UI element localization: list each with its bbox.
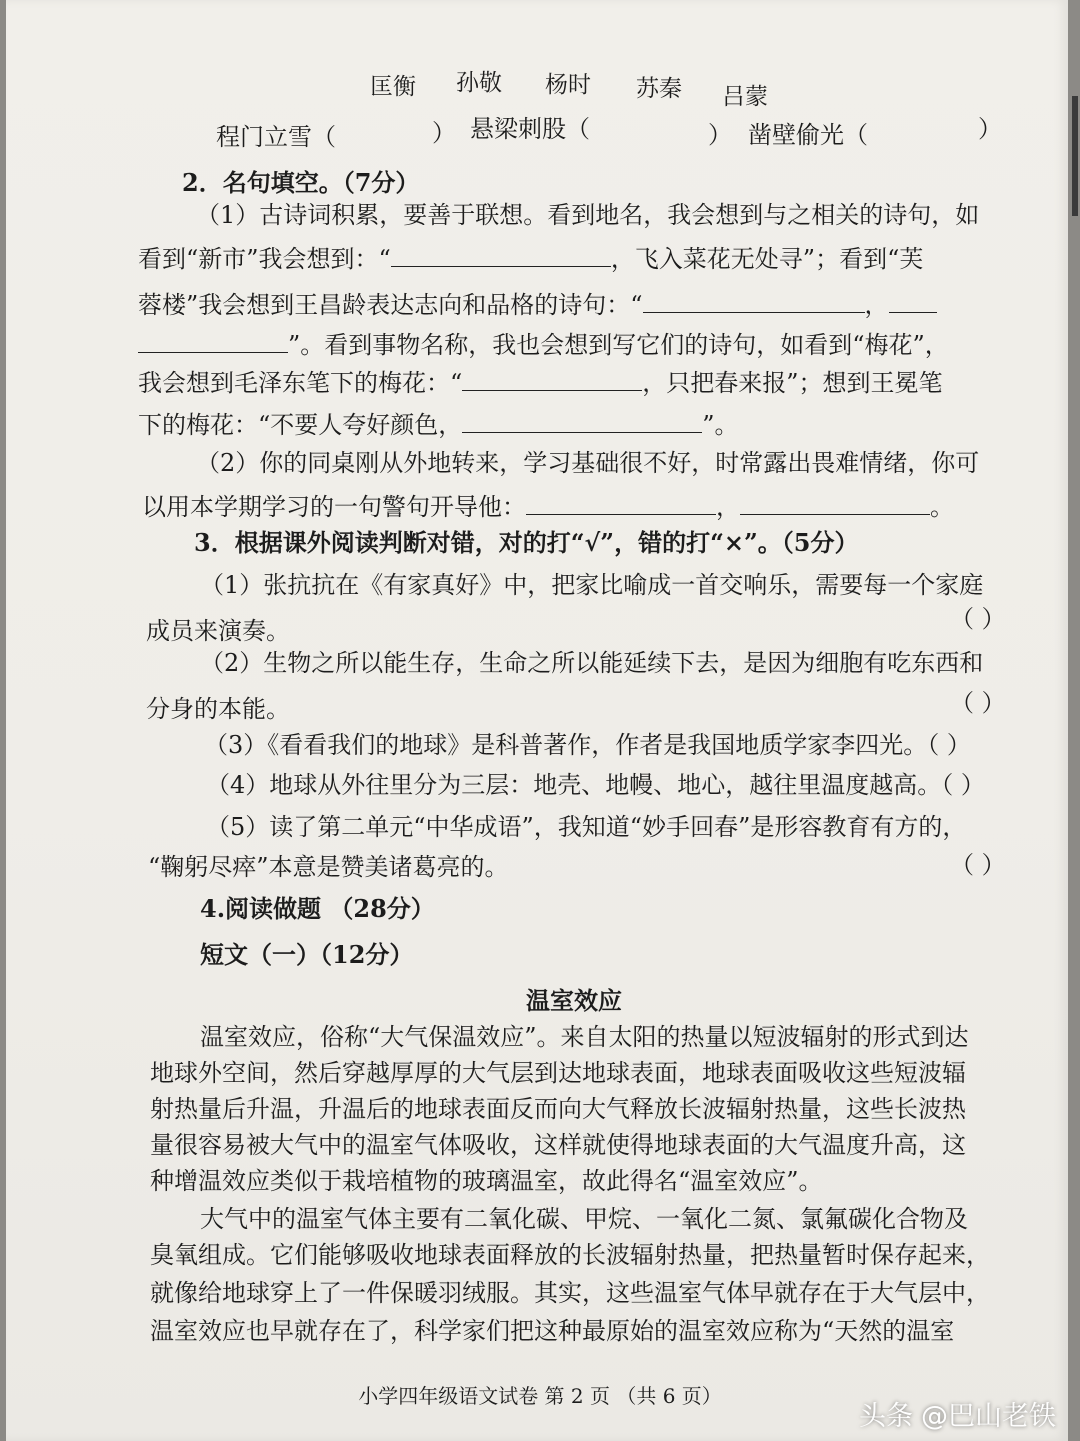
name-sun-jing: 孙敬 <box>456 70 502 96</box>
name-su-qin: 苏秦 <box>636 76 682 102</box>
q2-p1-line2b: ，飞入菜花无处寻”；看到“芙 <box>610 245 924 273</box>
idiom-zaobi-touguang: 凿壁偷光（ <box>748 121 868 149</box>
q3-item2-line2: 分身的本能。 <box>146 695 290 723</box>
watermark-brand: 头条 <box>859 1400 913 1432</box>
answer-blank-furonglou-2a[interactable] <box>889 290 937 313</box>
idiom-c-close: ） <box>978 115 1002 143</box>
q3-item5-line1: （5）读了第二单元“中华成语”，我知道“妙手回春”是形容教育有方的， <box>206 813 967 841</box>
idiom-xuanliang-cigu: 悬梁刺股（ <box>470 115 590 143</box>
article-para1-line5: 种增温效应类似于栽培植物的玻璃温室，故此得名“温室效应”。 <box>150 1167 823 1195</box>
page-edge-mark <box>1072 96 1078 216</box>
q3-item2-answer[interactable]: （ ） <box>950 689 1006 717</box>
article-para2-line4: 温室效应也早就存在了，科学家们把这种最原始的温室效应称为“天然的温室 <box>150 1317 955 1345</box>
answer-blank-meihua-mao[interactable] <box>462 368 642 391</box>
answer-blank-xinshi[interactable] <box>391 244 611 267</box>
watermark <box>859 1393 1056 1433</box>
answer-blank-motto-1[interactable] <box>526 492 716 515</box>
q2-p1-line6a: 下的梅花：“不要人夸好颜色， <box>138 411 463 439</box>
answer-blank-furonglou-2b[interactable] <box>138 330 288 353</box>
idiom-a-close: ） <box>432 119 456 147</box>
q3-item3: （3）《看看我们的地球》是科普著作，作者是我国地质学家李四光。（ ） <box>204 731 971 759</box>
q3-item1-line1: （1）张抗抗在《有家真好》中，把家比喻成一首交响乐，需要每一个家庭 <box>200 571 984 599</box>
article-para2-line2: 臭氧组成。它们能够吸收地球表面释放的长波辐射热量，把热量暂时保存起来， <box>150 1241 990 1269</box>
q3-item5-answer[interactable]: （ ） <box>950 851 1006 879</box>
article-title: 温室效应 <box>526 986 622 1015</box>
name-kuang-heng: 匡衡 <box>370 74 416 100</box>
q3-item4: （4）地球从外往里分为三层：地壳、地幔、地心，越往里温度越高。（ ） <box>206 771 985 799</box>
q2-p1-line1: （1）古诗词积累，要善于联想。看到地名，我会想到与之相关的诗句，如 <box>196 201 980 229</box>
q2-p1-line4: ”。看到事物名称，我也会想到写它们的诗句，如看到“梅花”， <box>288 331 949 359</box>
idiom-b-close: ） <box>708 121 732 149</box>
q4-title: 4.阅读做题 （28分） <box>200 894 435 923</box>
answer-blank-furonglou-1[interactable] <box>643 290 865 313</box>
article-para1-line3: 射热量后升温，升温后的地球表面反而向大气释放长波辐射热量，这些长波热 <box>150 1095 966 1123</box>
q2-p2-line2a: 以用本学期学习的一句警句开导他： <box>142 493 526 521</box>
q2-p1-line2a: 看到“新市”我会想到：“ <box>138 245 391 273</box>
q2-p1-line3a: 蓉楼”我会想到王昌龄表达志向和品格的诗句：“ <box>138 291 643 319</box>
name-yang-shi: 杨时 <box>545 72 591 98</box>
q3-item2-line1: （2）生物之所以能生存，生命之所以能延续下去，是因为细胞有吃东西和 <box>200 649 984 677</box>
q3-item5-line2: “鞠躬尽瘁”本意是赞美诸葛亮的。 <box>148 853 509 881</box>
q2-p1-line5b: ，只把春来报”；想到王冕笔 <box>642 369 943 397</box>
q2-p2-line2c: 。 <box>930 493 954 521</box>
q2-p2-line2b: ， <box>716 493 740 521</box>
q2-p1-line6b: ”。 <box>702 411 739 439</box>
q2-title: 2．名句填空。（7分） <box>182 168 420 197</box>
answer-blank-motto-2[interactable] <box>740 492 930 515</box>
q3-item1-answer[interactable]: （ ） <box>950 605 1006 633</box>
q2-p1-line5a: 我会想到毛泽东笔下的梅花：“ <box>138 369 463 397</box>
q3-item1-line2: 成员来演奏。 <box>146 617 290 645</box>
article-para2-line1: 大气中的温室气体主要有二氧化碳、甲烷、一氧化二氮、氯氟碳化合物及 <box>200 1205 968 1233</box>
watermark-handle: @巴山老铁 <box>921 1400 1056 1432</box>
q4-subsection: 短文（一）（12分） <box>200 940 414 969</box>
answer-blank-meihua-wang[interactable] <box>462 410 702 433</box>
article-para1-line1: 温室效应，俗称“大气保温效应”。来自太阳的热量以短波辐射的形式到达 <box>200 1023 969 1051</box>
article-para1-line4: 量很容易被大气中的温室气体吸收，这样就使得地球表面的大气温度升高，这 <box>150 1131 966 1159</box>
idiom-chengmen-lixue: 程门立雪（ <box>216 123 336 151</box>
q3-title: 3．根据课外阅读判断对错，对的打“√”，错的打“×”。（5分） <box>194 528 859 557</box>
q2-p1-line3b: ， <box>864 291 889 319</box>
page-footer: 小学四年级语文试卷 第 2 页 （共 6 页） <box>358 1384 722 1408</box>
name-lu-meng: 吕蒙 <box>722 84 768 110</box>
q2-p2-line1: （2）你的同桌刚从外地转来，学习基础很不好，时常露出畏难情绪，你可 <box>196 449 980 477</box>
article-para1-line2: 地球外空间，然后穿越厚厚的大气层到达地球表面，地球表面吸收这些短波辐 <box>150 1059 966 1087</box>
article-para2-line3: 就像给地球穿上了一件保暖羽绒服。其实，这些温室气体早就存在于大气层中， <box>150 1279 990 1307</box>
